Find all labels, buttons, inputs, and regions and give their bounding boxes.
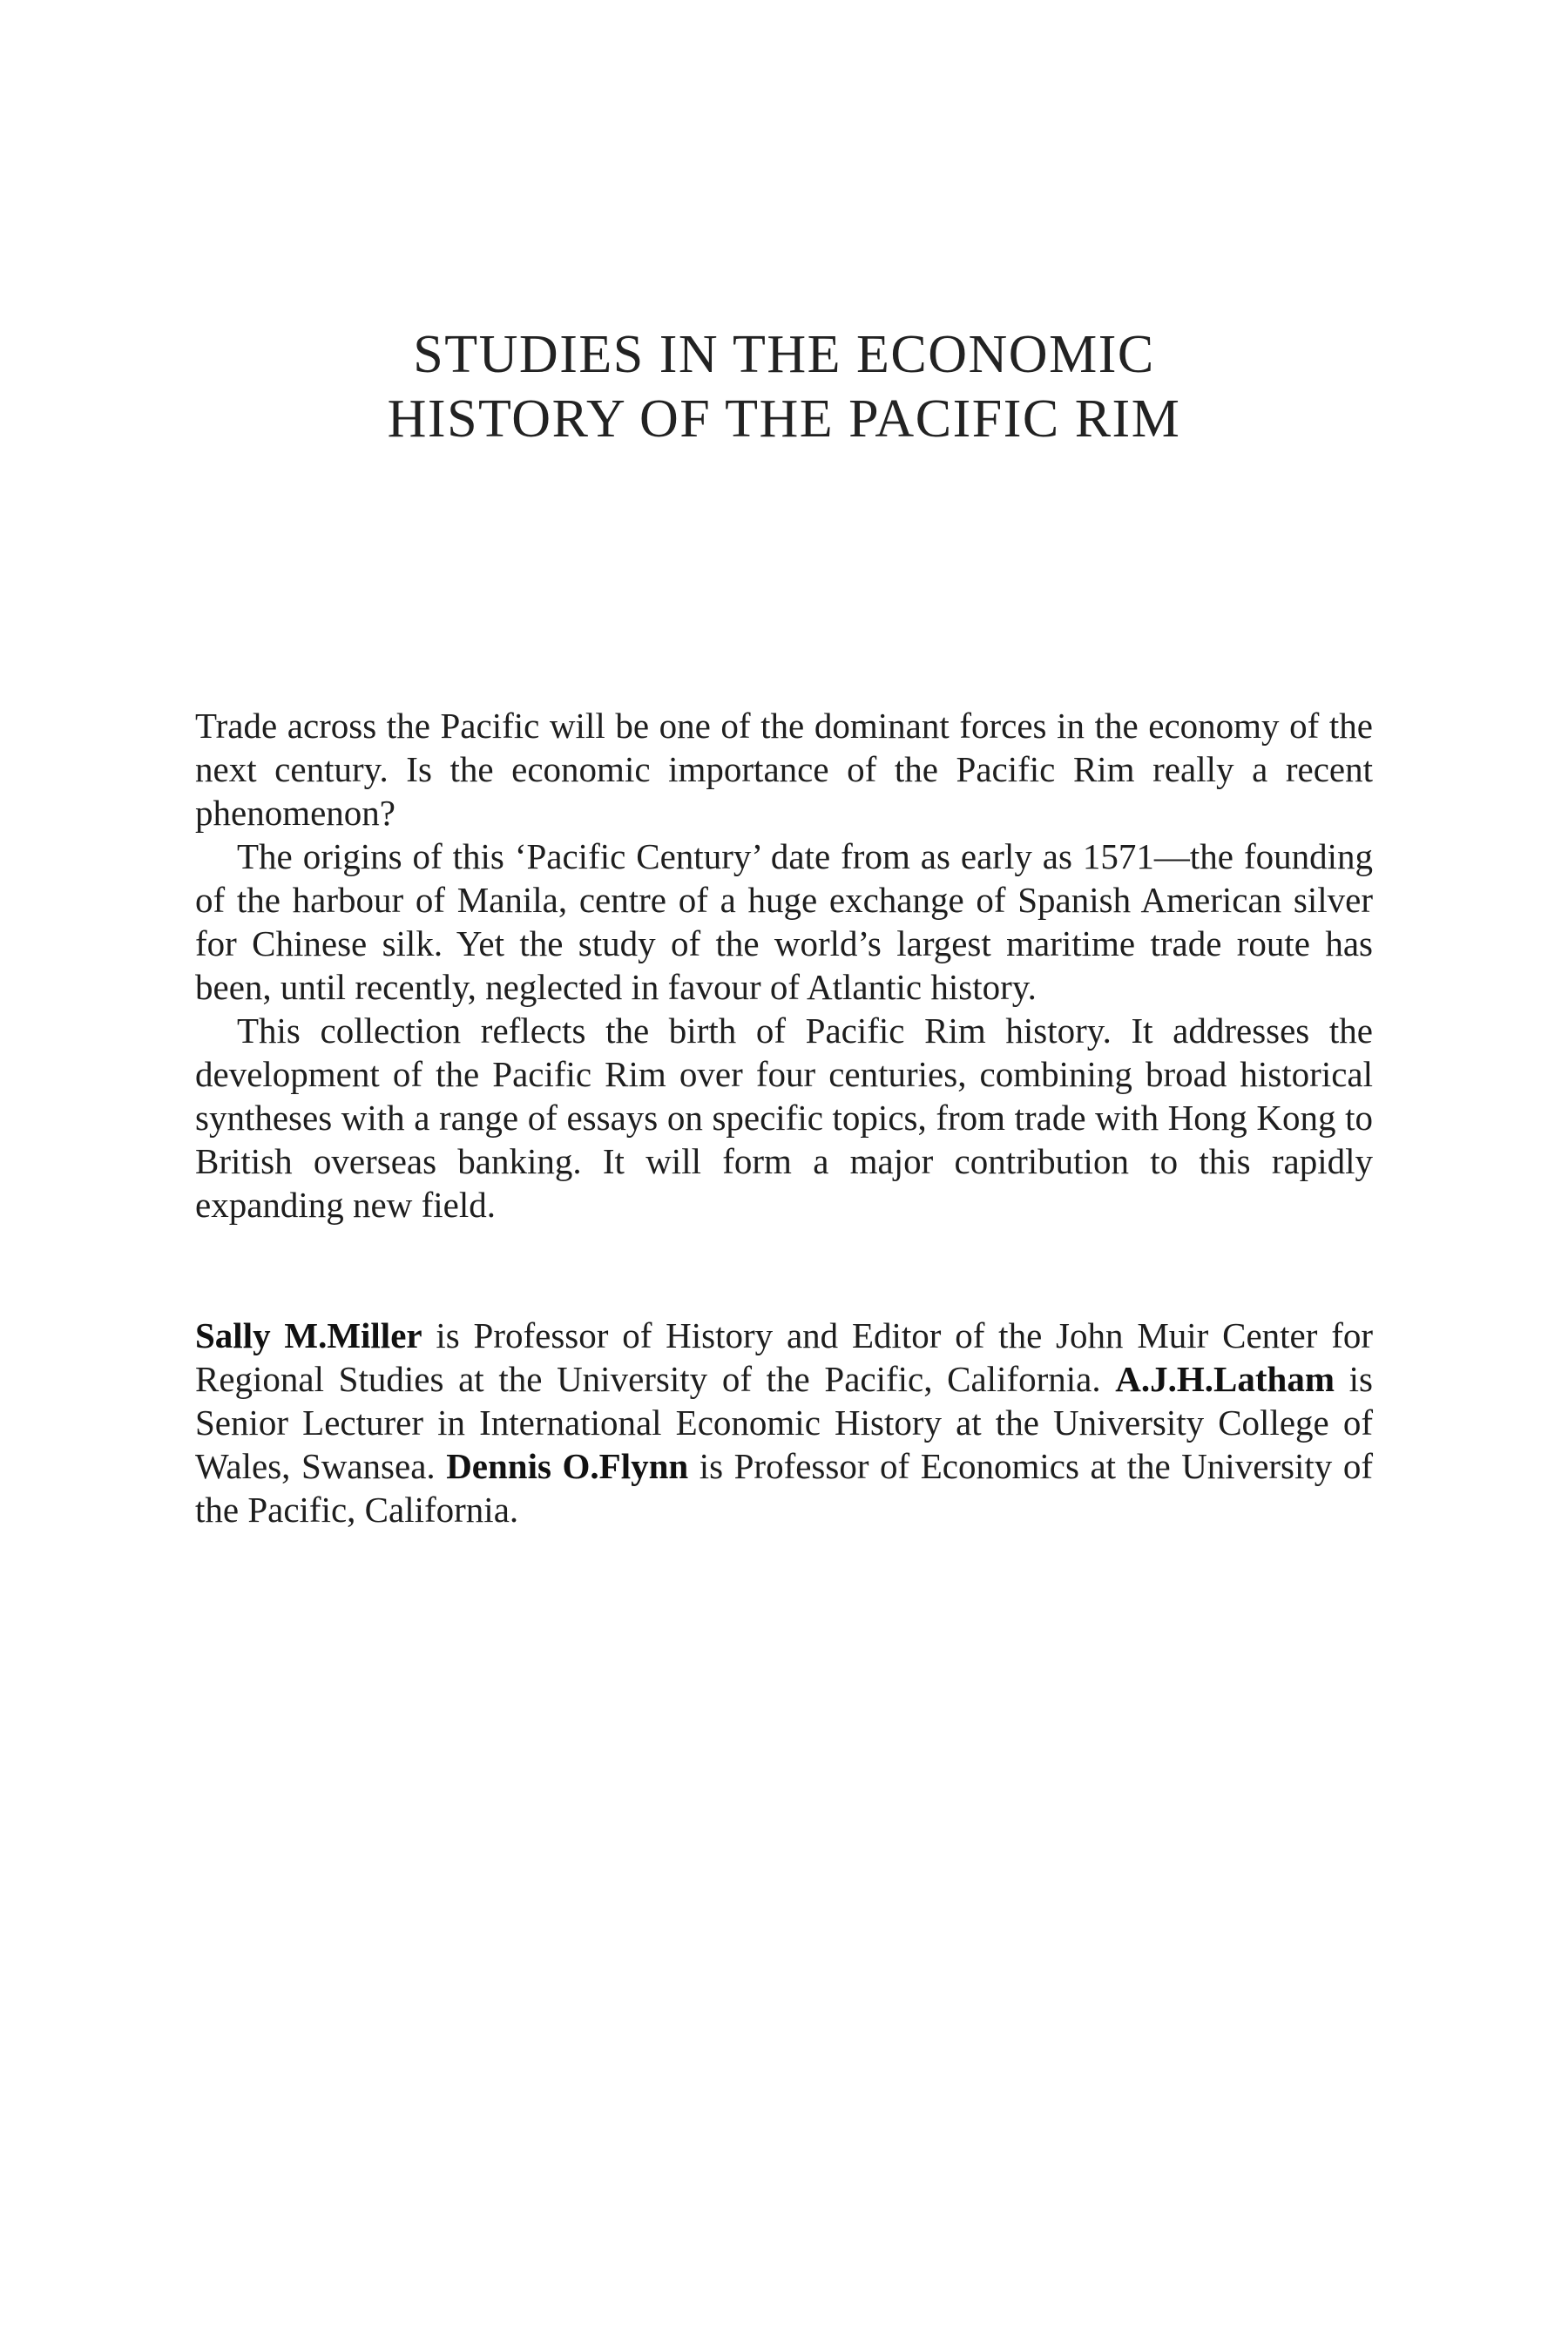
book-blurb — [195, 704, 1373, 1227]
series-title-line-2: HISTORY OF THE PACIFIC RIM — [387, 389, 1181, 449]
editor-name-miller: Sally M.Miller — [195, 1315, 422, 1355]
blurb-paragraph-1: Trade across the Pacific will be one of the dominant forces in the economy of the next century. Is the economic importance of the Pacific Rim really a recent phenomenon? — [195, 706, 1373, 833]
blurb-paragraph-2: The origins of this ‘Pacific Century’ date from as early as 1571—the founding of the harbour of Manila, centre of a huge exchange of Spanish American silver for Chinese silk. Yet the study of the world’s largest maritime trade route has been, until recently, neglected in favour of Atlantic history. — [195, 836, 1373, 1007]
blurb-paragraph-3: This collection reflects the birth of Pacific Rim history. It addresses the development of the Pacific Rim over four centuries, combining broad historical syntheses with a range of essays on specific topics, from trade with Hong Kong to British overseas banking. It will form a major contribution to this rapidly expanding new field. — [195, 1010, 1373, 1225]
editor-name-latham: A.J.H.Latham — [1115, 1359, 1335, 1399]
editor-description-miller: is Professor of History and Editor of the John Muir Center for Regional Studies at the University of the Pacific, California. — [195, 1315, 1373, 1399]
editor-bios — [195, 1314, 1373, 1531]
editor-description-flynn: is Professor of Economics at the University of the Pacific, California. — [195, 1446, 1373, 1530]
series-title-line-1: STUDIES IN THE ECONOMIC — [413, 325, 1155, 384]
editor-name-flynn: Dennis O.Flynn — [446, 1446, 689, 1486]
series-title — [0, 322, 1568, 451]
editor-description-latham: is Senior Lecturer in International Economic History at the University College of Wales, Swansea. — [195, 1359, 1373, 1486]
